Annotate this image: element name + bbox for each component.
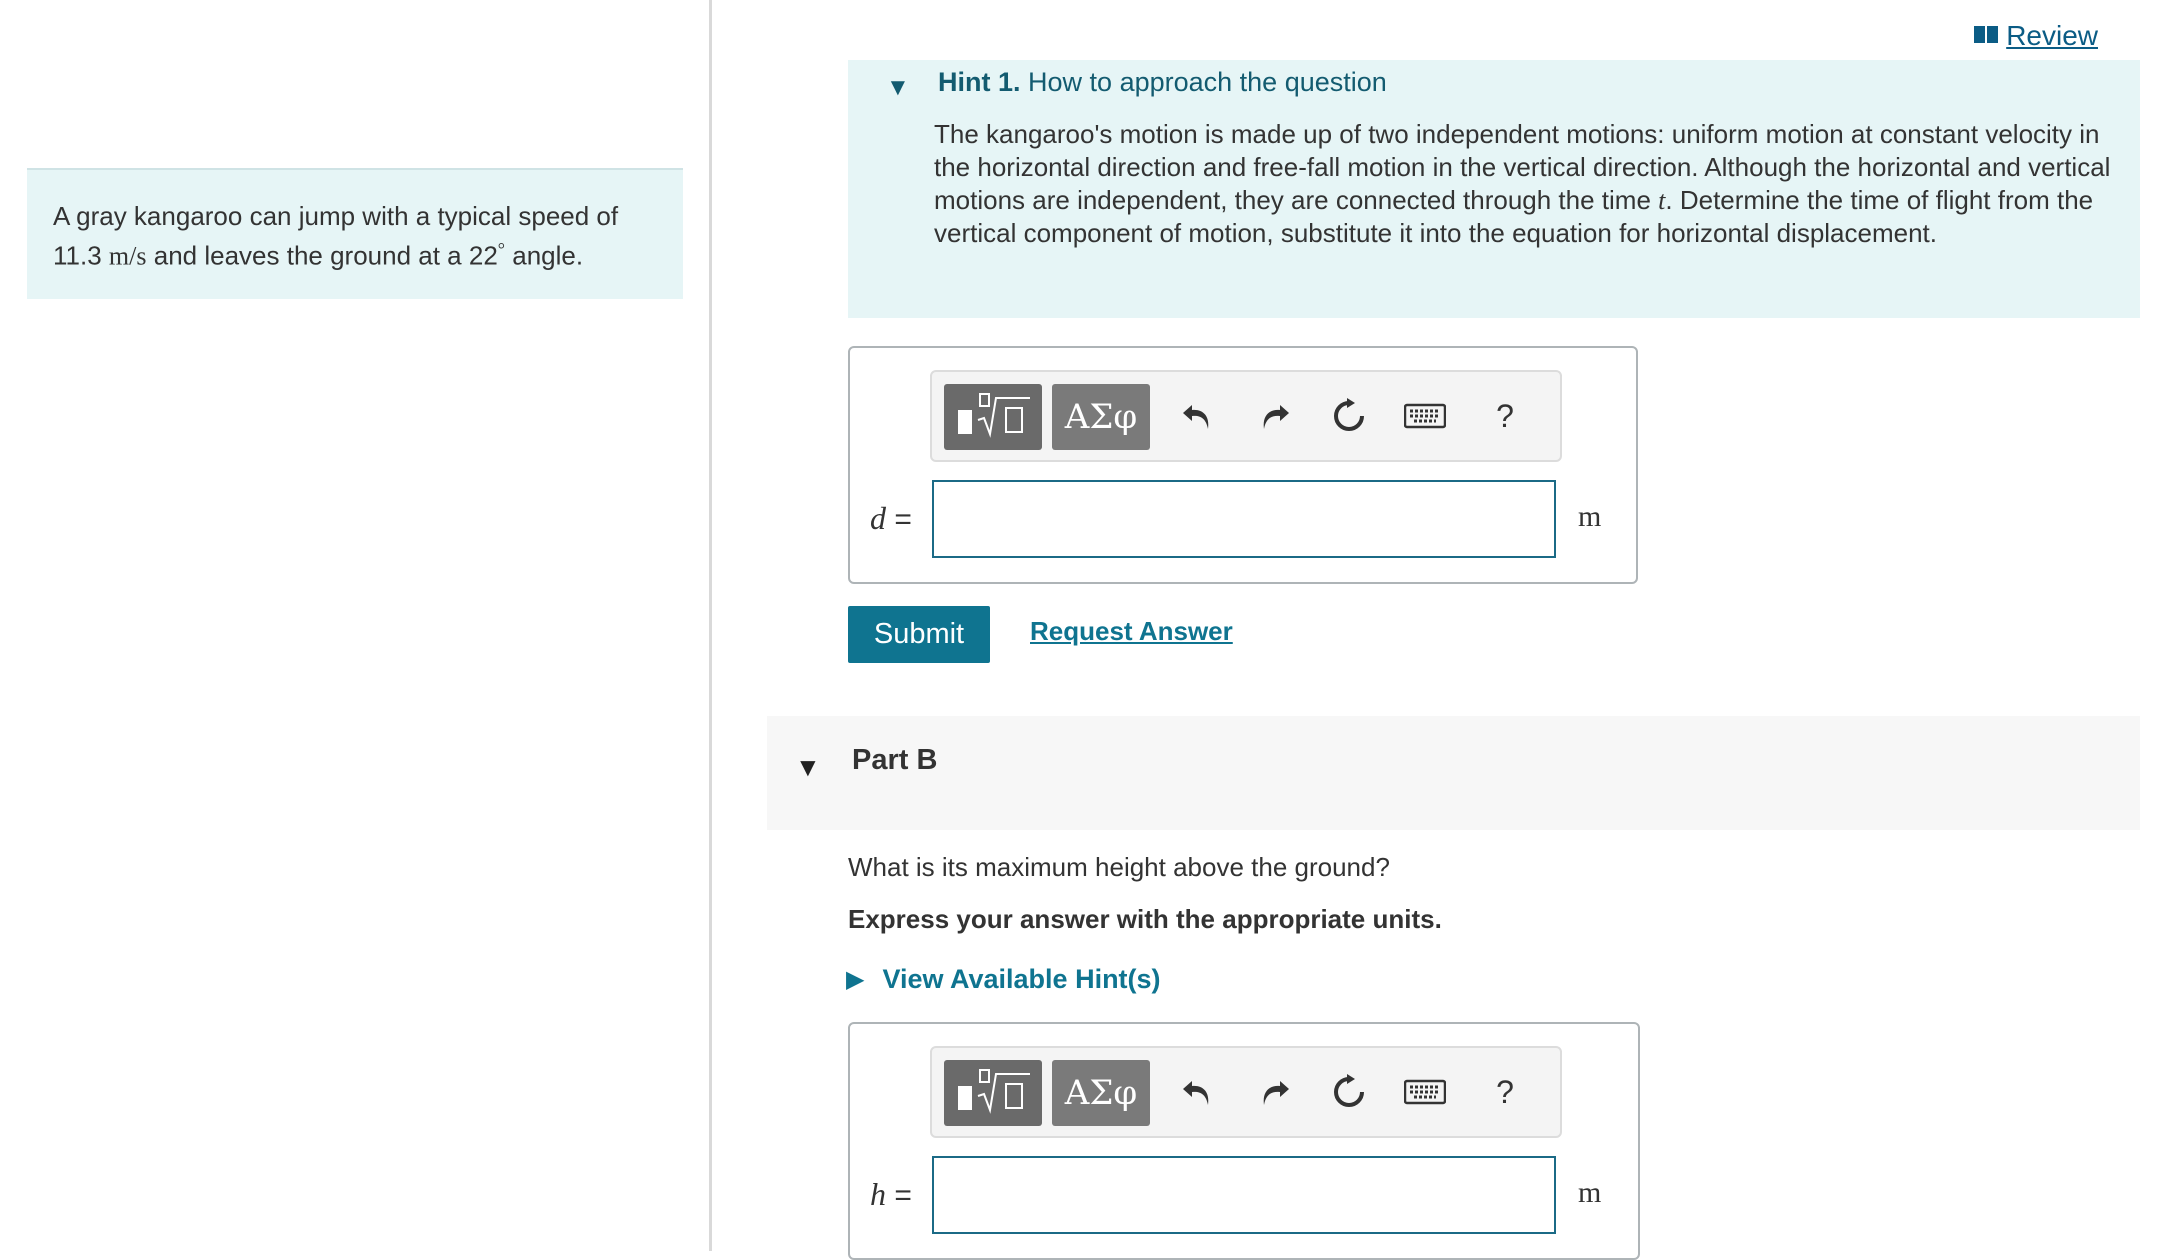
hint-title-text: How to approach the question [1028,67,1387,97]
hint-body-variable: t [1658,186,1666,215]
help-icon[interactable]: ? [1496,397,1514,434]
help-icon[interactable]: ? [1496,1073,1514,1110]
undo-icon[interactable] [1172,1066,1222,1118]
review-link[interactable] [1972,20,2098,52]
view-hints-label: View Available Hint(s) [882,964,1161,994]
math-toolbar [930,370,1562,462]
hint-number: Hint 1. [938,67,1021,97]
unit-label-b: m [1578,1176,1602,1209]
redo-icon[interactable] [1250,390,1300,442]
hint-panel [848,60,2140,318]
undo-icon[interactable] [1172,390,1222,442]
speed-unit: m/s [108,241,147,271]
hint-body [934,118,2114,250]
unit-label-a: m [1578,500,1602,533]
angle-value: 22 [468,240,498,271]
hint-title[interactable] [938,67,1387,98]
templates-button[interactable] [944,1060,1042,1126]
part-b-title: Part B [852,744,938,776]
answer-input-h[interactable] [932,1156,1556,1234]
problem-text-before: A gray kangaroo can jump with a typical speed of [53,201,619,231]
templates-icon [954,1066,1032,1121]
review-label: Review [2006,20,2098,51]
part-b-question: What is its maximum height above the ground? [848,852,1390,882]
answer-input-d[interactable] [932,480,1556,558]
answer-box-part-a [848,346,1638,584]
templates-icon [954,390,1032,445]
templates-button[interactable] [944,384,1042,450]
equals-sign: = [894,1179,912,1212]
problem-text-mid: and leaves the ground at a [153,240,462,271]
angle-unit: ° [497,239,505,259]
answer-box-part-b [848,1022,1640,1260]
problem-statement [27,168,683,299]
variable-h: h [870,1176,886,1212]
problem-text-after: angle. [512,240,584,271]
reset-icon[interactable] [1324,1066,1374,1118]
caret-down-icon: ▼ [795,752,821,782]
variable-label-d [870,500,912,537]
hint-body-text-1: The kangaroo's motion is made up of two independent motions: uniform motion at constant velocity in the horizontal direction and free-fall motion in the vertical direction. Although the horizontal and vertical motions are independent, they are connected through the time [934,119,2111,215]
caret-right-icon: ▶ [846,966,865,993]
redo-icon[interactable] [1250,1066,1300,1118]
part-b-instruction: Express your answer with the appropriate units. [848,904,1442,934]
request-answer-link[interactable]: Request Answer [1030,616,1233,646]
variable-label-h [870,1176,912,1213]
greek-symbols-button[interactable]: ΑΣφ [1052,384,1150,450]
left-pane [0,0,712,1251]
book-icon [1972,20,2000,52]
equals-sign: = [894,503,912,536]
reset-icon[interactable] [1324,390,1374,442]
speed-value: 11.3 [53,240,102,271]
view-hints-link[interactable] [846,964,1161,995]
variable-d: d [870,500,886,536]
greek-symbols-button[interactable]: ΑΣφ [1052,1060,1150,1126]
keyboard-icon[interactable] [1400,390,1450,442]
submit-button[interactable]: Submit [848,606,990,663]
keyboard-icon[interactable] [1400,1066,1450,1118]
hint-body-text-2: . Determine the time of flight from the vertical component of motion, substitute it into the equation for horizontal displacement. [934,185,2094,248]
math-toolbar [930,1046,1562,1138]
caret-down-icon[interactable]: ▼ [886,74,910,101]
part-b-header[interactable] [767,716,2140,830]
